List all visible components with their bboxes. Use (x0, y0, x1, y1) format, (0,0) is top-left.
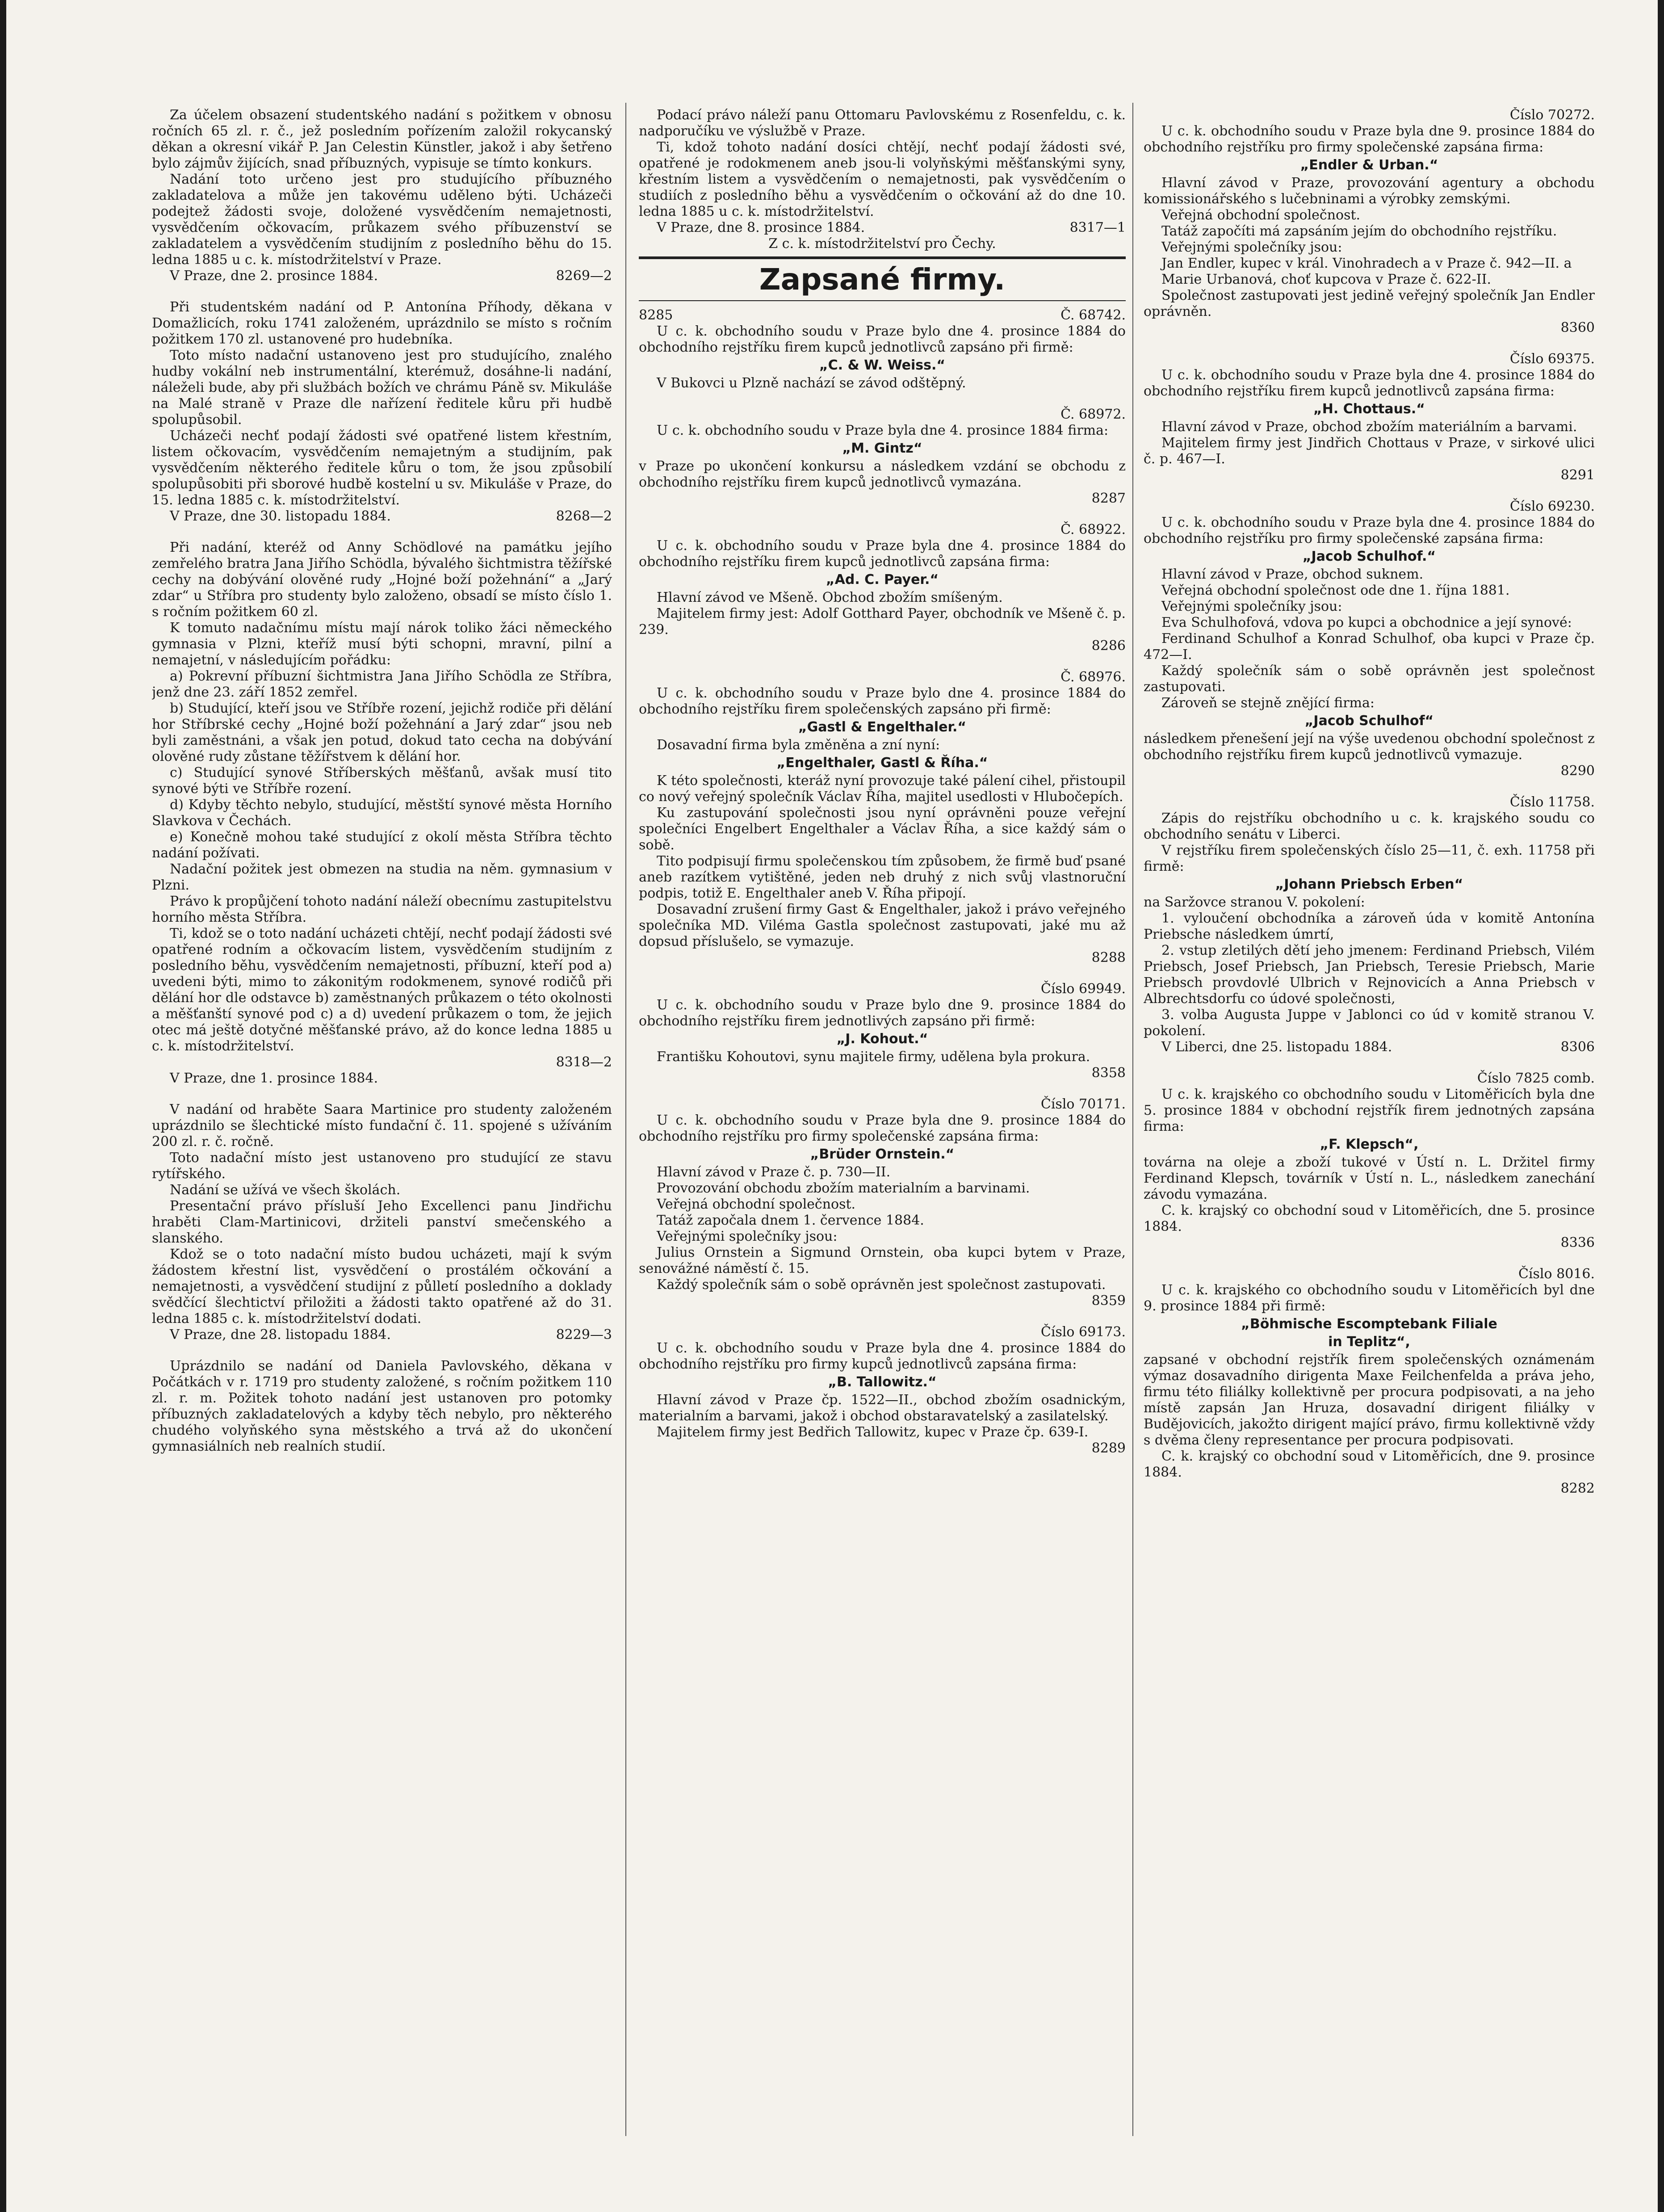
paragraph: V Bukovci u Plzně nachází se závod odštěpný. (657, 375, 966, 391)
paragraph: Nadační požitek jest obmezen na studia na něm. gymnasium v Plzni. (152, 861, 612, 893)
notice-number: 8288 (1091, 950, 1126, 965)
paragraph: Jan Endler, kupec v král. Vinohradech a v Praze č. 942—II. a (1161, 256, 1572, 271)
firm-entry (1144, 107, 1595, 336)
date-line: V Liberci, dne 25. listopadu 1884. (1161, 1039, 1392, 1055)
paragraph: Ti, kdož tohoto nadání dosíci chtějí, nechť podají žádosti své, opatřené je rodokmenem aneb jsou-li volyňskými měšťanskými syny, křestním listem a vysvědčením o nemajetnosti, pak vysvědčením o studiích z posledního běhu a vysvědčením o očkování až do dne 10. ledna 1885 u c. k. místodržitelství. (639, 139, 1126, 219)
notice-number: 8291 (1560, 467, 1595, 483)
notice-number: 8359 (1091, 1293, 1126, 1309)
column-1 (152, 107, 612, 2127)
paragraph: V nadání od hraběte Saara Martinice pro studenty založeném uprázdnilo se šlechtické místo fundační č. 11. spojené s užíváním 200 zl. r. č. ročně. (152, 1102, 612, 1150)
signature-line (639, 638, 1126, 654)
paragraph: a) Pokrevní příbuzní šichtmistra Jana Jiřího Schödla ze Stříbra, jenž dne 23. září 1852 zemřel. (152, 668, 612, 700)
paragraph: Hlavní závod v Praze, provozování agentury a obchodu komissionářského s lučebninami a výrobky zemskými. (1144, 175, 1595, 207)
paragraph: U c. k. obchodního soudu v Praze byla dne 4. prosince 1884 firma: (657, 423, 1109, 438)
entry-header (639, 669, 1126, 685)
notice-schodl (152, 540, 612, 1087)
column-2 (639, 107, 1126, 2127)
paragraph: U c. k. obchodního soudu v Praze byla dne 4. prosince 1884 do obchodního rejstříku pro firmy kupců jednotlivců zapsána firma: (639, 1340, 1126, 1372)
paragraph: Marie Urbanová, choť kupcova v Praze č. 622-II. (1161, 272, 1492, 287)
paragraph: U c. k. obchodního soudu v Praze bylo dne 4. prosince 1884 do obchodního rejstříku firem kupců jednotlivců zapsáno při firmě: (639, 323, 1126, 355)
paragraph: Dosavadní firma byla změněna a zní nyní: (657, 737, 940, 753)
paragraph: Toto nadační místo jest ustanoveno pro studující ze stavu rytířského. (152, 1150, 612, 1182)
register-number: Číslo 70171. (1040, 1096, 1126, 1112)
paragraph: Hlavní závod v Praze, obchod suknem. (1161, 567, 1424, 582)
paragraph: C. k. krajský co obchodní soud v Litoměřicích, dne 5. prosince 1884. (1144, 1203, 1595, 1234)
paragraph: Hlavní závod v Praze čp. 1522—II., obchod zbožím osadnickým, materialním a barvami, jakož i obchod obstaravatelský a zasilatelský. (639, 1392, 1126, 1424)
paragraph: U c. k. obchodního soudu v Praze byla dne 4. prosince 1884 do obchodního rejstříku firem kupců jednotlivců zapsána firma: (639, 538, 1126, 570)
paragraph: Nadání se užívá ve všech školách. (170, 1182, 401, 1198)
paragraph: Veřejná obchodní společnost ode dne 1. října 1881. (1161, 583, 1510, 598)
entry-header (1144, 499, 1595, 515)
firm-name-cont: in Teplitz“, (1328, 1334, 1410, 1350)
authority-line: Z c. k. místodržitelství pro Čechy. (768, 236, 996, 252)
paragraph: na Saržovce stranou V. pokolení: (1144, 894, 1365, 910)
paragraph: Tatáž započala dnem 1. července 1884. (657, 1213, 924, 1228)
paragraph: Julius Ornstein a Sigmund Ornstein, oba kupci bytem v Praze, senovážné náměstí č. 15. (639, 1245, 1126, 1276)
date-line: V Praze, dne 28. listopadu 1884. (170, 1327, 391, 1343)
paragraph: továrna na oleje a zboží tukové v Ústí n. L. Držitel firmy Ferdinand Klepsch, továrník v Ústí n. L., následkem zanechání závodu vymazána. (1144, 1154, 1595, 1202)
column-3 (1144, 107, 1595, 2127)
signature-line (1144, 1481, 1595, 1497)
paragraph: Dosavadní zrušení firmy Gast & Engelthaler, jakož i právo veřejného společníka MD. Viléma Gastla společnost zastupovati, jaké mu až dopsud příslušelo, se vymazuje. (639, 902, 1126, 949)
firm-name: „J. Kohout.“ (836, 1031, 928, 1047)
paragraph: V rejstříku firem společenských číslo 25—11, č. exh. 11758 při firmě: (1144, 843, 1595, 874)
paragraph: Zároveň se stejně znějící firma: (1161, 695, 1375, 711)
notice-number: 8282 (1560, 1481, 1595, 1496)
paragraph: K této společnosti, kteráž nyní provozuje také pálení cihel, přistoupil co nový veřejný společník Václav Říha, majitel usedlosti v Hlubočepích. (639, 773, 1126, 805)
register-number: Číslo 7825 comb. (1477, 1070, 1595, 1086)
paragraph: Ti, kdož se o toto nadání ucházeti chtějí, nechť podají žádosti své opatřené rodním a očkovacím listem, vysvědčením studijním z posledního běhu, vysvědčením nemajetnosti, příbuzní, kteří pod a) uvedeni býti, mimo to zákonitým rodokmenem, synové rodičů při dělání hor dle odstavce b) zaměstnaných průkazem o této okolnosti a měšťanští synové pod c) a d) uvedení průkazem o tom, že jejich otec má ještě dotyčné měšťanské právo, až do konce ledna 1885 u c. k. místodržitelství. (152, 926, 612, 1054)
notice-number: 8290 (1560, 763, 1595, 779)
paragraph: Tito podpisují firmu společenskou tím způsobem, že firmě buď psané aneb razítkem vytištěné, jeden neb druhý z nich svůj vlastnoruční podpis, totiž E. Engelthaler aneb V. Říha připojí. (639, 853, 1126, 901)
register-number: Č. 68976. (1060, 669, 1126, 685)
paragraph: Majitelem firmy jest: Adolf Gotthard Payer, obchodník ve Mšeně č. p. 239. (639, 606, 1126, 638)
firm-entry (1144, 499, 1595, 779)
paragraph: b) Studující, kteří jsou ve Stříbře rození, jejichž rodiče při dělání hor Stříbrské cechy „Hojné boží požehnání a Jarý zdar“ jsou neb byli zaměstnáni, a však jen potud, dokud tato cecha na dobývání olověné rudy zůstane těžířstvem k dělání hor. (152, 701, 612, 764)
paragraph: C. k. krajský co obchodní soud v Litoměřicích, dne 9. prosince 1884. (1144, 1448, 1595, 1480)
paragraph: Majitelem firmy jest Jindřich Chottaus v Praze, v sirkové ulici č. p. 467—I. (1144, 435, 1595, 467)
firm-name: „C. & W. Weiss.“ (819, 357, 946, 373)
paragraph: Ferdinand Schulhof a Konrad Schulhof, oba kupci v Praze čp. 472—I. (1144, 631, 1595, 663)
firm-entry (1144, 794, 1595, 1055)
column-rule (625, 103, 626, 2136)
paragraph: Hlavní závod v Praze č. p. 730—II. (657, 1164, 891, 1180)
page-right-edge (1658, 0, 1664, 2212)
firm-entry (639, 1324, 1126, 1456)
signature-line (639, 1293, 1126, 1309)
firm-name-old: „Jacob Schulhof“ (1304, 713, 1434, 729)
firm-name: „Ad. C. Payer.“ (826, 572, 939, 588)
paragraph: Provozování obchodu zbožím materialním a barvinami. (657, 1180, 1030, 1196)
firm-entry (639, 307, 1126, 391)
register-number: Číslo 8016. (1518, 1266, 1595, 1282)
paragraph: Každý společník sám o sobě oprávněn jest společnost zastupovati. (657, 1277, 1106, 1293)
notice-kunstler (152, 107, 612, 284)
paragraph: Tatáž započíti má zapsáním jejím do obchodního rejstříku. (1161, 223, 1557, 239)
entry-header (639, 1096, 1126, 1112)
register-number: Číslo 69949. (1040, 981, 1126, 997)
paragraph: U c. k. obchodního soudu v Praze bylo dne 4. prosince 1884 do obchodního rejstříku firem společenských zapsáno při firmě: (639, 685, 1126, 717)
entry-header (639, 407, 1126, 423)
entry-header (1144, 1266, 1595, 1282)
entry-header (1144, 794, 1595, 810)
date-line: V Praze, dne 30. listopadu 1884. (170, 508, 391, 524)
register-number: Číslo 11758. (1509, 794, 1595, 810)
date-line: V Praze, dne 8. prosince 1884. (657, 220, 865, 235)
paragraph: c) Studující synové Stříberských měšťanů, avšak musí tito synové býti ve Stříbře rození. (152, 765, 612, 797)
firm-name: „Brüder Ornstein.“ (810, 1146, 955, 1162)
signature-line (1144, 467, 1595, 483)
paragraph: U c. k. obchodního soudu v Praze byla dne 4. prosince 1884 do obchodního rejstříku firem kupců jednotlivců zapsána firma: (1144, 367, 1595, 399)
notice-number: 8317—1 (1069, 220, 1126, 235)
date-line: V Praze, dne 2. prosince 1884. (170, 268, 378, 284)
firm-name: „Endler & Urban.“ (1300, 157, 1438, 173)
paragraph: Presentační právo přísluší Jeho Excellenci panu Jindřichu hraběti Clam-Martinicovi, držiteli panství smečenského a slanského. (152, 1198, 612, 1246)
firm-entry (1144, 1070, 1595, 1251)
notice-number: 8286 (1091, 638, 1126, 654)
firm-name: „Gastl & Engelthaler.“ (798, 719, 967, 735)
paragraph: Ku zastupování společnosti jsou nyní oprávněni pouze veřejní společníci Engelbert Engelthaler a Václav Říha, a sice každý sám o sobě. (639, 805, 1126, 853)
signature-line (1144, 320, 1595, 336)
paragraph: Veřejná obchodní společnost. (657, 1196, 856, 1212)
firm-entry (639, 1096, 1126, 1309)
register-number: Č. 68922. (1060, 522, 1126, 537)
notice-pavlovsky (152, 1358, 612, 1455)
notice-number: 8318—2 (556, 1054, 612, 1070)
firm-entry (639, 669, 1126, 966)
page-left-edge (0, 0, 6, 2212)
firm-name: „B. Tallowitz.“ (828, 1374, 937, 1390)
entry-header (639, 1324, 1126, 1340)
paragraph: U c. k. obchodního soudu v Praze byla dne 4. prosince 1884 do obchodního rejstříku pro firmy společenské zapsána firma: (1144, 515, 1595, 546)
paragraph: Majitelem firmy jest Bedřich Tallowitz, kupec v Praze čp. 639-I. (657, 1424, 1089, 1440)
notice-number: 8306 (1560, 1039, 1595, 1055)
entry-header (1144, 1070, 1595, 1087)
paragraph: Právo k propůjčení tohoto nadání náleží obecnímu zastupitelstvu horního města Stříbra. (152, 894, 612, 925)
paragraph: U c. k. krajského co obchodního soudu v Litoměřicích byl dne 9. prosince 1884 při firmě: (1144, 1282, 1595, 1314)
notice-number: 8268—2 (556, 508, 612, 524)
notice-pavlovsky-cont (639, 107, 1126, 252)
firm-name: „M. Gintz“ (842, 441, 922, 456)
paragraph: Veřejná obchodní společnost. (1161, 207, 1361, 223)
register-number: Číslo 69173. (1040, 1324, 1126, 1340)
firm-name: „Böhmische Escomptebank Filiale (1241, 1316, 1497, 1332)
notice-number: 8360 (1560, 320, 1595, 336)
paragraph: Podací právo náleží panu Ottomaru Pavlovskému z Rosenfeldu, c. k. nadporučíku ve výslužbě v Praze. (639, 107, 1126, 139)
firm-name-new: „Engelthaler, Gastl & Říha.“ (776, 755, 988, 771)
register-number: Č. 68742. (1060, 307, 1126, 323)
firm-entry (639, 407, 1126, 507)
paragraph: Františku Kohoutovi, synu majitele firmy, udělena byla prokura. (657, 1049, 1090, 1065)
notice-number: 8269—2 (556, 268, 612, 284)
notice-prihoda (152, 299, 612, 525)
register-number: Číslo 69230. (1509, 499, 1595, 514)
register-number: Č. 68972. (1060, 407, 1126, 422)
signature-line (152, 1054, 612, 1070)
section-heading: Zapsané firmy. (639, 256, 1126, 301)
notice-number: 8285 (639, 307, 673, 323)
paragraph: e) Konečně mohou také studující z okolí města Stříbra těchto nadání požívati. (152, 829, 612, 861)
paragraph: U c. k. krajského co obchodního soudu v Litoměřicích byla dne 5. prosince 1884 v obchodní rejstřík firem jednotných zapsána firma: (1144, 1087, 1595, 1134)
signature-line (639, 1440, 1126, 1456)
firm-entry (639, 981, 1126, 1081)
firm-name: „Jacob Schulhof.“ (1302, 549, 1436, 564)
firm-name: „Johann Priebsch Erben“ (1275, 877, 1463, 892)
entry-header (1144, 107, 1595, 123)
paragraph: následkem přenešení její na výše uvedenou obchodní společnost z obchodního rejstříku firem kupců jednotlivců vymazuje. (1144, 731, 1595, 763)
signature-line (1144, 763, 1595, 779)
signature-line (639, 1065, 1126, 1081)
paragraph: Společnost zastupovati jest jedině veřejný společník Jan Endler oprávněn. (1144, 288, 1595, 319)
firm-name: „F. Klepsch“, (1320, 1137, 1419, 1152)
notice-number: 8229—3 (556, 1327, 612, 1343)
firm-entry (1144, 1266, 1595, 1497)
signature-line (1144, 1039, 1595, 1055)
paragraph: Kdož se o toto nadační místo budou ucházeti, mají k svým žádostem křestní list, vysvědčení o prostálém očkování a nemajetnosti, a vysvědčení studijní z půlletí posledního a doklady svědčící šlechtictví přiložiti a žádosti takto opatřené až do 31. ledna 1885 c. k. místodržitelství dodati. (152, 1247, 612, 1326)
paragraph: 3. volba Augusta Juppe v Jablonci co úd v komitě stranou V. pokolení. (1144, 1007, 1595, 1039)
paragraph: U c. k. obchodního soudu v Praze byla dne 9. prosince 1884 do obchodního rejstříku pro firmy společenské zapsána firma: (1144, 123, 1595, 155)
paragraph: Při nadání, kteréž od Anny Schödlové na památku jejího zemřelého bratra Jana Jiřího Schödla, bývalého šichtmistra těžířské cechy na dobývání olověné rudy „Hojné boží požehnání“ a „Jarý zdar“ u Stříbra pro studenty bylo založeno, obsadí se místo číslo 1. s ročním požitkem 60 zl. (152, 540, 612, 620)
signature-line (639, 950, 1126, 966)
signature-line (639, 491, 1126, 507)
paragraph: Ucházeči nechť podají žádosti své opatřené listem křestním, listem očkovacím, vysvědčením nemajetným a studijním, pak vysvědčením některého ředitele kůru o tom, že jsou způsobilí spolupůsobiti při sborové hudbě kostelní u sv. Mikuláše v Praze, do 15. ledna 1885 c. k. místodržitelství. (152, 428, 612, 508)
signature-line (152, 268, 612, 284)
firm-entry (639, 522, 1126, 654)
signature-line (1144, 1235, 1595, 1251)
register-number: Číslo 69375. (1509, 351, 1595, 367)
entry-header (639, 307, 1126, 323)
notice-number: 8289 (1091, 1440, 1126, 1456)
paragraph: Za účelem obsazení studentského nadání s požitkem v obnosu ročních 65 zl. r. č., jež posledním pořízením založil rokycanský děkan a okresní vikář P. Jan Celestin Künstler, jakož i aby šetřeno bylo zájmův žijících, snad příbuzných, vypisuje se tímto konkurs. (152, 107, 612, 171)
entry-header (1144, 351, 1595, 367)
signature-line (152, 1327, 612, 1343)
paragraph: U c. k. obchodního soudu v Praze bylo dne 9. prosince 1884 do obchodního rejstříku firem jednotlivých zapsáno při firmě: (639, 997, 1126, 1029)
paragraph: Uprázdnilo se nadání od Daniela Pavlovského, děkana v Počátkách v r. 1719 pro studenty založené, s ročním požitkem 110 zl. r. m. Požitek tohoto nadání jest ustanoven pro potomky příbuzných zakladatelových a kdyby těch nebylo, pro některého chudého volyňského syna městského a trvá až do ukončení gymnasiálních neb realních studií. (152, 1358, 612, 1454)
entry-header (639, 522, 1126, 538)
paragraph: v Praze po ukončení konkursu a následkem vzdání se obchodu z obchodního rejstříku firem kupců jednotlivců vymazána. (639, 458, 1126, 490)
paragraph: U c. k. obchodního soudu v Praze byla dne 9. prosince 1884 do obchodního rejstříku pro firmy společenské zapsána firma: (639, 1112, 1126, 1144)
paragraph: Hlavní závod ve Mšeně. Obchod zbožím smíšeným. (657, 590, 1003, 605)
date-line: V Praze, dne 1. prosince 1884. (170, 1070, 378, 1086)
register-number: Číslo 70272. (1509, 107, 1595, 123)
firm-entry (1144, 351, 1595, 483)
paragraph: Veřejnými společníky jsou: (1161, 599, 1342, 614)
signature-line (639, 220, 1126, 236)
paragraph: Hlavní závod v Praze, obchod zbožím materiálním a barvami. (1161, 419, 1577, 435)
notice-number: 8358 (1091, 1065, 1126, 1081)
paragraph: 2. vstup zletilých dětí jeho jmenem: Ferdinand Priebsch, Vilém Priebsch, Josef Priebsch, Jan Priebsch, Teresie Priebsch, Marie Priebsch provdovlé Ulbrich v Rejnovicích a Anna Priebsch v Albrechtsdorfu co údové společnosti, (1144, 943, 1595, 1007)
entry-header (639, 981, 1126, 997)
paragraph: 1. vyloučení obchodníka a zároveň úda v komitě Antonína Priebsche následkem úmrtí, (1144, 911, 1595, 942)
column-rule (1132, 103, 1133, 2136)
notice-number: 8287 (1091, 491, 1126, 506)
notice-martinic (152, 1102, 612, 1343)
paragraph: Zápis do rejstříku obchodního u c. k. krajského soudu co obchodního senátu v Liberci. (1144, 810, 1595, 842)
signature-line (152, 508, 612, 525)
paragraph: d) Kdyby těchto nebylo, studující, městští synové města Horního Slavkova v Čechách. (152, 797, 612, 829)
paragraph: Veřejnými společníky jsou: (657, 1229, 838, 1244)
paragraph: Při studentském nadání od P. Antonína Příhody, děkana v Domažlicích, roku 1741 založeném, uprázdnilo se místo s ročním požitkem 170 zl. ustanovené pro hudebníka. (152, 299, 612, 347)
firm-name: „H. Chottaus.“ (1313, 401, 1425, 417)
paragraph: Každý společník sám o sobě oprávněn jest společnost zastupovati. (1144, 663, 1595, 695)
paragraph: Toto místo nadační ustanoveno jest pro studujícího, znalého hudby vokální neb instrumentální, kterémuž, dosáhne-li nadání, náleželi bude, aby při službách božích ve chrámu Páně sv. Mikuláše na Malé straně v Praze dle nařízení ředitele kůru při hudbě spolupůsobil. (152, 348, 612, 428)
paragraph: Veřejnými společníky jsou: (1161, 239, 1342, 255)
paragraph: K tomuto nadačnímu místu mají nárok toliko žáci německého gymnasia v Plzni, kteříž musí býti schopni, mravní, pilní a nemajetní, v následujícím pořádku: (152, 620, 612, 668)
paragraph: Nadání toto určeno jest pro studujícího příbuzného zakladatelova a může jen takovému uděleno býti. Ucházeči podejtež žádosti svoje, doložené vysvědčením nemajetnosti, vysvědčením očkovacím, průkazem svého příbuzenství se zakladatelem a vysvědčením studijním z posledního běhu do 15. ledna 1885 u c. k. místodržitelství v Praze. (152, 172, 612, 268)
paragraph: zapsané v obchodní rejstřík firem společenských oznámenám výmaz dosavadního dirigenta Maxe Feilchenfelda a práva jeho, firmu této filiálky kollektivně per procura podpisovati, a na jeho místě zapsán Jan Hruza, dosavadní dirigent filiálky v Budějovicích, jakožto dirigent mající právo, firmu kollektivně vždy s dvěma členy representance per procura podpisovati. (1144, 1352, 1595, 1448)
paragraph: Eva Schulhofová, vdova po kupci a obchodnice a její synové: (1161, 615, 1572, 630)
notice-number: 8336 (1560, 1235, 1595, 1251)
